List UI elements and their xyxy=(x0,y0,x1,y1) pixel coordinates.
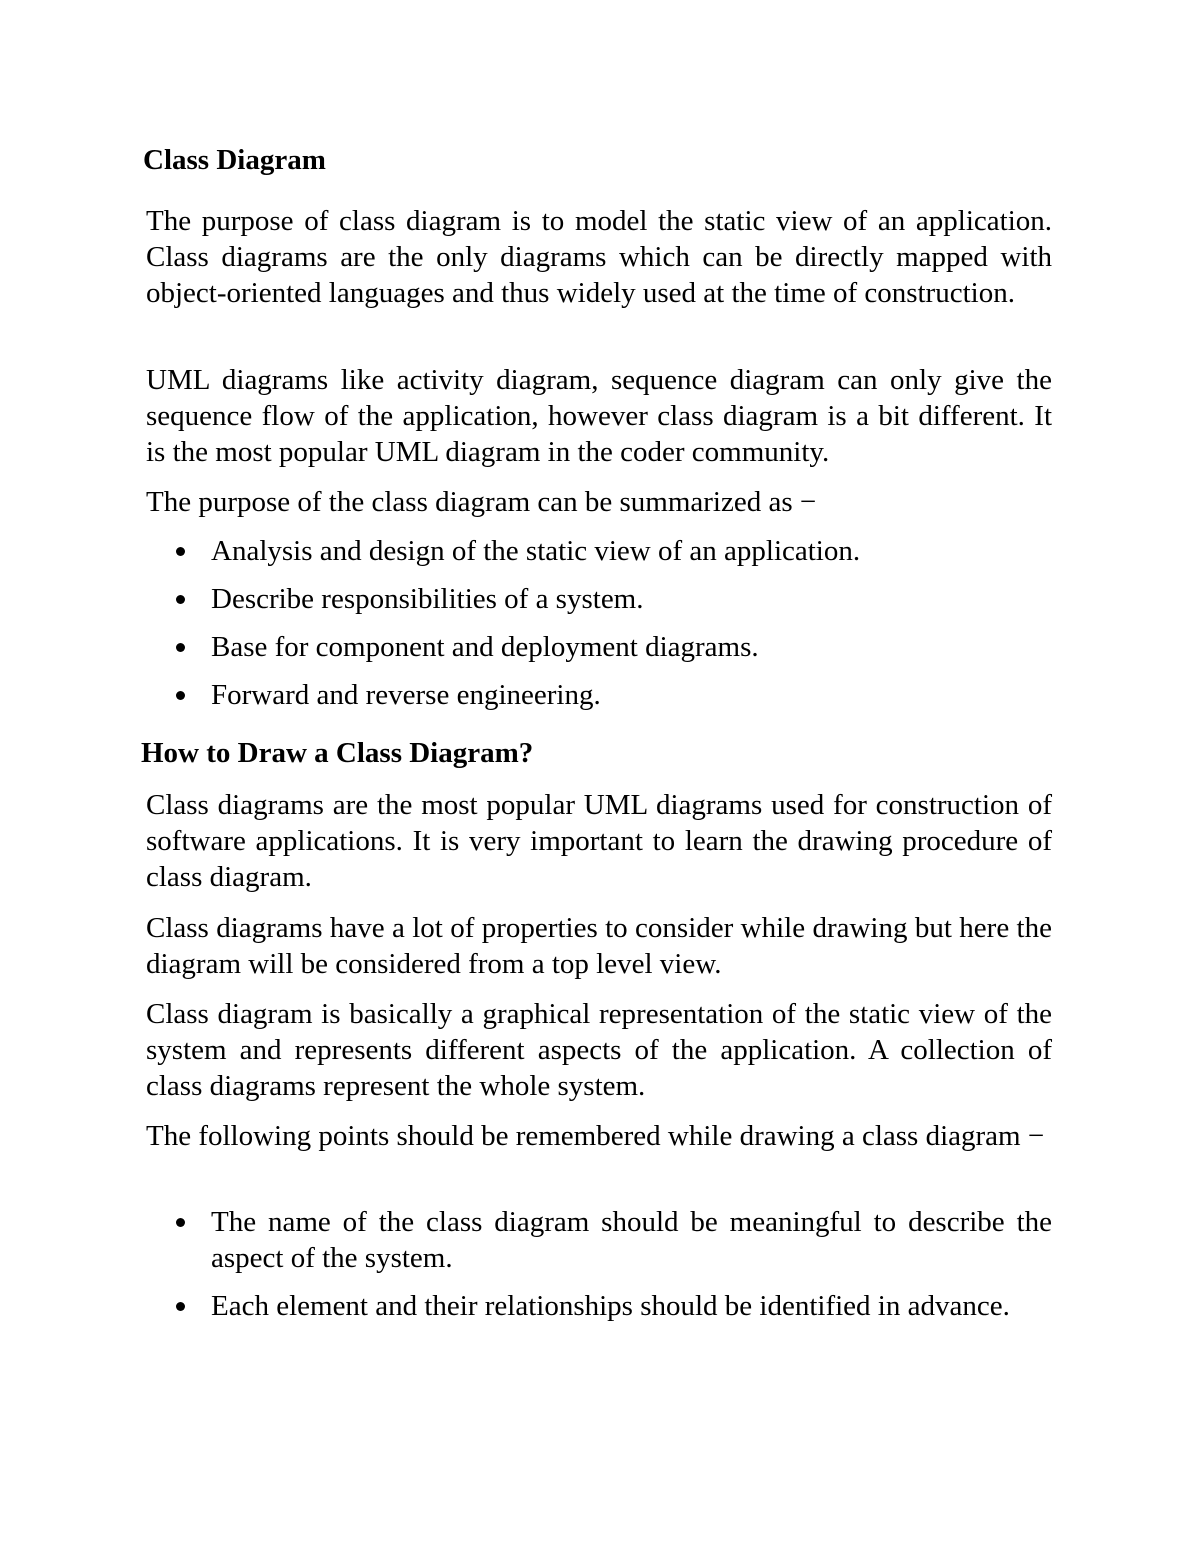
bullet-icon xyxy=(176,1302,185,1311)
list-item-text: Forward and reverse engineering. xyxy=(211,679,601,711)
list-item-text: Analysis and design of the static view of an application. xyxy=(211,535,861,567)
list-item xyxy=(176,1204,1052,1276)
points-list xyxy=(176,1204,1052,1324)
bullet-icon xyxy=(176,547,185,556)
purpose-list xyxy=(176,533,1052,725)
list-item-text: Each element and their relationships should be identified in advance. xyxy=(211,1290,1010,1322)
bullet-icon xyxy=(176,643,185,652)
list-item-text: Describe responsibilities of a system. xyxy=(211,583,644,615)
section-title: How to Draw a Class Diagram? xyxy=(141,737,534,769)
paragraph-graphical-representation: Class diagram is basically a graphical representation of the static view of the system and represents different aspects of the application. A collection of class diagrams represent the whole system. xyxy=(146,998,1052,1102)
paragraph-uml-diagrams: UML diagrams like activity diagram, sequence diagram can only give the sequence flow of the application, however class diagram is a bit different. It is the most popular UML diagram in the coder community. xyxy=(146,364,1052,468)
list-item-text: Base for component and deployment diagrams. xyxy=(211,631,759,663)
list-item xyxy=(176,1288,1052,1324)
paragraph-points-intro: The following points should be remembered while drawing a class diagram − xyxy=(146,1120,1045,1152)
paragraph-popular: Class diagrams are the most popular UML diagrams used for construction of software applications. It is very important to learn the drawing procedure of class diagram. xyxy=(146,789,1052,893)
paragraph-properties: Class diagrams have a lot of properties to consider while drawing but here the diagram will be considered from a top level view. xyxy=(146,912,1052,980)
bullet-icon xyxy=(176,595,185,604)
paragraph-purpose: The purpose of class diagram is to model the static view of an application. Class diagrams are the only diagrams which can be directly mapped with object-oriented languages and thus widely used at the time of construction. xyxy=(146,205,1052,309)
list-item-text: The name of the class diagram should be meaningful to describe the aspect of the system. xyxy=(211,1206,1052,1274)
list-item xyxy=(176,677,1052,725)
page-title: Class Diagram xyxy=(143,144,326,176)
list-item xyxy=(176,629,1052,677)
paragraph-summary-intro: The purpose of the class diagram can be summarized as − xyxy=(146,486,817,518)
list-item xyxy=(176,533,1052,581)
bullet-icon xyxy=(176,691,185,700)
list-item xyxy=(176,581,1052,629)
bullet-icon xyxy=(176,1218,185,1227)
